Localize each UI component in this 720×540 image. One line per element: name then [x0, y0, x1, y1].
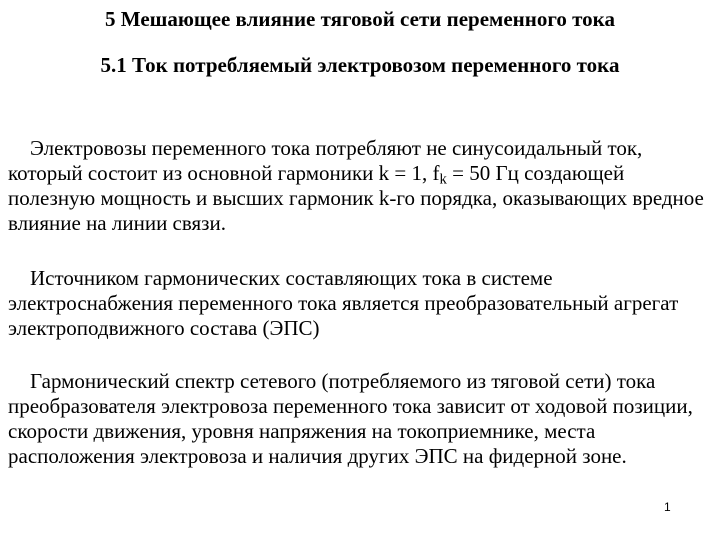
paragraph-source: Источником гармонических составляющих тока в системе электроснабжения переменного тока является преобразовательный агрегат электроподвижного состава (ЭПС) — [8, 266, 679, 340]
page-number: 1 — [664, 500, 671, 514]
slide-title: 5 Мешающее влияние тяговой сети переменного тока — [105, 7, 615, 31]
paragraph-harmonics-text-end: = 50 Гц создающей полезную мощность и высших гармоник k-го порядка, оказывающих вредное влияние на линии связи. — [8, 161, 704, 235]
frequency-subscript: k — [439, 171, 447, 188]
slide-subtitle: 5.1 Ток потребляемый электровозом переменного тока — [100, 53, 620, 77]
paragraph-spectrum: Гармонический спектр сетевого (потребляемого из тяговой сети) тока преобразователя электровоза переменного тока зависит от ходовой позиции, скорости движения, уровня напряжения на токоприемнике, места расположения электровоза и наличия других ЭПС на фидерной зоне. — [8, 369, 693, 468]
paragraph-harmonics-text: Электровозы переменного тока потребляют не синусоидальный ток, который состоит из основной гармоники k = 1, f — [8, 136, 643, 185]
paragraph-harmonics — [8, 136, 714, 236]
